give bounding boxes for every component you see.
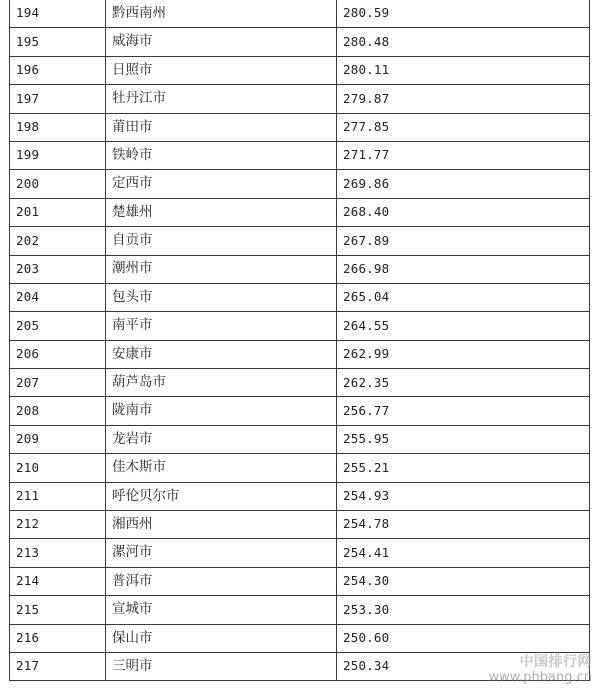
table-row (10, 198, 590, 226)
table-row (10, 539, 590, 567)
value-cell: 264.55 (337, 312, 590, 340)
value-cell: 250.34 (337, 652, 590, 680)
ranking-table (9, 0, 590, 681)
rank-cell: 204 (10, 283, 106, 311)
rank-cell: 199 (10, 141, 106, 169)
city-cell: 佳木斯市 (106, 454, 337, 482)
rank-cell: 194 (10, 0, 106, 28)
rank-cell: 211 (10, 482, 106, 510)
table-row (10, 113, 590, 141)
rank-cell: 206 (10, 340, 106, 368)
city-cell: 龙岩市 (106, 425, 337, 453)
city-cell: 楚雄州 (106, 198, 337, 226)
rank-cell: 217 (10, 652, 106, 680)
value-cell: 280.59 (337, 0, 590, 28)
table-row (10, 482, 590, 510)
value-cell: 265.04 (337, 283, 590, 311)
city-cell: 湘西州 (106, 511, 337, 539)
table-row (10, 85, 590, 113)
city-cell: 三明市 (106, 652, 337, 680)
rank-cell: 213 (10, 539, 106, 567)
value-cell: 250.60 (337, 624, 590, 652)
value-cell: 255.95 (337, 425, 590, 453)
city-cell: 陇南市 (106, 397, 337, 425)
table-row (10, 454, 590, 482)
table-row (10, 312, 590, 340)
table-row (10, 283, 590, 311)
city-cell: 包头市 (106, 283, 337, 311)
city-cell: 定西市 (106, 170, 337, 198)
table-row (10, 170, 590, 198)
city-cell: 葫芦岛市 (106, 369, 337, 397)
city-cell: 普洱市 (106, 567, 337, 595)
table-row (10, 56, 590, 84)
value-cell: 268.40 (337, 198, 590, 226)
rank-cell: 209 (10, 425, 106, 453)
city-cell: 南平市 (106, 312, 337, 340)
city-cell: 呼伦贝尔市 (106, 482, 337, 510)
table-row (10, 596, 590, 624)
rank-cell: 216 (10, 624, 106, 652)
table-row (10, 369, 590, 397)
city-cell: 威海市 (106, 28, 337, 56)
rank-cell: 214 (10, 567, 106, 595)
value-cell: 271.77 (337, 141, 590, 169)
table-row (10, 227, 590, 255)
rank-cell: 210 (10, 454, 106, 482)
table-row (10, 141, 590, 169)
watermark-brand: 中国排行网 (519, 654, 592, 671)
value-cell: 253.30 (337, 596, 590, 624)
table-row (10, 340, 590, 368)
city-cell: 保山市 (106, 624, 337, 652)
city-cell: 宣城市 (106, 596, 337, 624)
rank-cell: 197 (10, 85, 106, 113)
value-cell: 262.35 (337, 369, 590, 397)
city-cell: 自贡市 (106, 227, 337, 255)
value-cell: 254.78 (337, 511, 590, 539)
ranking-table-body (10, 0, 590, 681)
value-cell: 279.87 (337, 85, 590, 113)
value-cell: 254.93 (337, 482, 590, 510)
rank-cell: 205 (10, 312, 106, 340)
city-cell: 日照市 (106, 56, 337, 84)
table-row (10, 624, 590, 652)
watermark-url: www.phbang.cn (488, 669, 592, 685)
value-cell: 269.86 (337, 170, 590, 198)
table-row (10, 28, 590, 56)
city-cell: 漯河市 (106, 539, 337, 567)
table-row (10, 652, 590, 680)
value-cell: 254.30 (337, 567, 590, 595)
table-row (10, 511, 590, 539)
value-cell: 254.41 (337, 539, 590, 567)
table-row (10, 425, 590, 453)
value-cell: 280.11 (337, 56, 590, 84)
city-cell: 牡丹江市 (106, 85, 337, 113)
rank-cell: 207 (10, 369, 106, 397)
rank-cell: 202 (10, 227, 106, 255)
city-cell: 安康市 (106, 340, 337, 368)
city-cell: 黔西南州 (106, 0, 337, 28)
table-row (10, 255, 590, 283)
table-row (10, 567, 590, 595)
rank-cell: 196 (10, 56, 106, 84)
rank-cell: 212 (10, 511, 106, 539)
rank-cell: 200 (10, 170, 106, 198)
city-cell: 铁岭市 (106, 141, 337, 169)
value-cell: 280.48 (337, 28, 590, 56)
rank-cell: 201 (10, 198, 106, 226)
value-cell: 255.21 (337, 454, 590, 482)
rank-cell: 195 (10, 28, 106, 56)
rank-cell: 208 (10, 397, 106, 425)
value-cell: 262.99 (337, 340, 590, 368)
table-row (10, 397, 590, 425)
value-cell: 256.77 (337, 397, 590, 425)
table-row (10, 0, 590, 28)
rank-cell: 215 (10, 596, 106, 624)
value-cell: 267.89 (337, 227, 590, 255)
city-cell: 莆田市 (106, 113, 337, 141)
value-cell: 277.85 (337, 113, 590, 141)
rank-cell: 198 (10, 113, 106, 141)
city-cell: 潮州市 (106, 255, 337, 283)
rank-cell: 203 (10, 255, 106, 283)
value-cell: 266.98 (337, 255, 590, 283)
